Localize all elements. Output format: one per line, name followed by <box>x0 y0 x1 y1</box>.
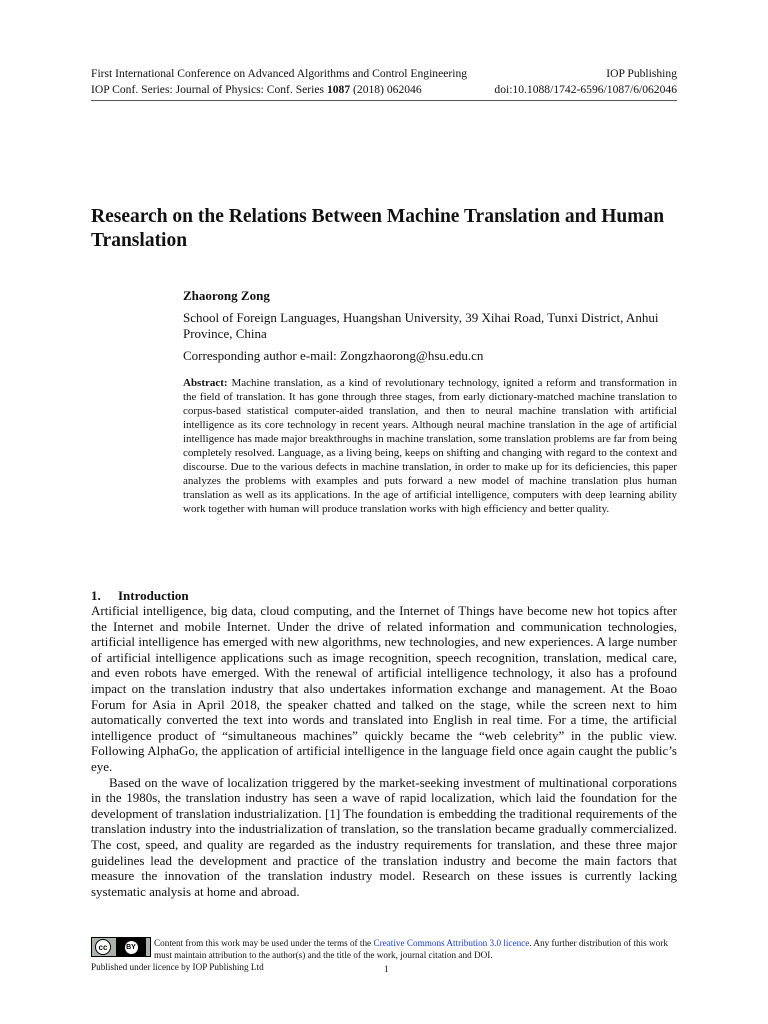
doi: doi:10.1088/1742-6596/1087/6/062046 <box>494 83 677 96</box>
by-icon <box>116 938 146 956</box>
license-text-after: . Any further distribution of this work must maintain attribution to the author(s) and the title of the work, journal citation and DOI. <box>154 938 668 960</box>
author-affiliation: School of Foreign Languages, Huangshan University, 39 Xihai Road, Tunxi District, Anhui Province, China <box>183 310 659 341</box>
page-number: 1 <box>384 964 389 974</box>
paragraph-1: Artificial intelligence, big data, cloud computing, and the Internet of Things have become new hot topics after the Internet and mobile Internet. Under the drive of related information and communication technologies, artificial intelligence has emerged with new algorithms, new technologies, and new experiences. A large number of artificial intelligence applications such as image recognition, speech recognition, translation, medical care, and even robots have emerged. With the renewal of artificial intelligence technology, it also has a profound impact on the translation industry that also undertakes information exchange and management. At the Boao Forum for Asia in April 2018, the speaker chatted and talked on the stage, while the screen next to him automatically converted the text into words and translated into English in real time. For a time, the artificial intelligence product of “simultaneous machines” quickly became the “web celebrity” in the public view. Following AlphaGo, the application of artificial intelligence in the language field once again caught the public’s eye. <box>91 603 677 774</box>
cc-by-badge[interactable] <box>91 937 151 957</box>
license-text <box>154 937 677 961</box>
section-title: Introduction <box>118 588 189 603</box>
paper-title: Research on the Relations Between Machine Translation and Human Translation <box>91 206 665 251</box>
running-header-top <box>91 67 677 81</box>
series-citation <box>91 83 422 97</box>
section-number: 1. <box>91 588 101 603</box>
series-suffix: (2018) 062046 <box>353 83 422 96</box>
paragraph-2: Based on the wave of localization triggered by the market-seeking investment of multinational corporations in the 1980s, the translation industry has seen a wave of rapid localization, which laid the foundation for the development of translation industrialization. [1] The foundation is embedding the traditional requirements of the translation industry into the industrialization of translation, so the translation became gradually commercialized. The cost, speed, and quality are regarded as the industry requirements for translation, and these three major guidelines lead the development and practice of the translation industry and become the main factors that measure the innovation of the translation industry model. Research on these issues is currently lacking systematic analysis at home and abroad. <box>91 774 677 899</box>
corresponding-email: Corresponding author e-mail: Zongzhaorong@hsu.edu.cn <box>183 348 484 363</box>
section-heading <box>91 588 189 604</box>
attribution-icon: BY <box>125 941 138 954</box>
published-by: Published under licence by IOP Publishing Ltd <box>91 962 264 972</box>
series-volume: 1087 <box>326 83 351 96</box>
running-header-citation <box>91 83 677 101</box>
license-text-before: Content from this work may be used under the terms of the <box>154 938 372 948</box>
abstract-label: Abstract: <box>183 377 228 389</box>
cc-icon: cc <box>95 939 111 955</box>
series-prefix: IOP Conf. Series: Journal of Physics: Conf. Series <box>91 83 325 96</box>
conference-name: First International Conference on Advanced Algorithms and Control Engineering <box>91 67 468 80</box>
license-notice <box>91 937 677 961</box>
author-name: Zhaorong Zong <box>183 288 270 303</box>
section-body <box>91 603 677 899</box>
publisher-name: IOP Publishing <box>606 67 677 80</box>
abstract-text: Machine translation, as a kind of revolutionary technology, ignited a reform and transformation in the field of translation. It has gone through three stages, from early dictionary-matched machine translation to corpus-based statistical computer-aided translation, and then to neural machine translation with artificial intelligence as its core technology in recent years. Although neural machine translation in the age of artificial intelligence has made major breakthroughs in machine translation, some translation problems are far from being completely resolved. Language, as a living being, keeps on shifting and changing with regard to the context and discourse. Due to the various defects in machine translation, in order to make up for its deficiencies, this paper analyzes the problems with examples and puts forward a new model of machine translation plus human translation as well as its applications. In the age of artificial intelligence, computers with deep learning ability work together with human will produce translation works with high efficiency and better quality. <box>183 377 677 515</box>
license-link[interactable]: Creative Commons Attribution 3.0 licence <box>373 938 530 948</box>
abstract <box>183 377 677 517</box>
